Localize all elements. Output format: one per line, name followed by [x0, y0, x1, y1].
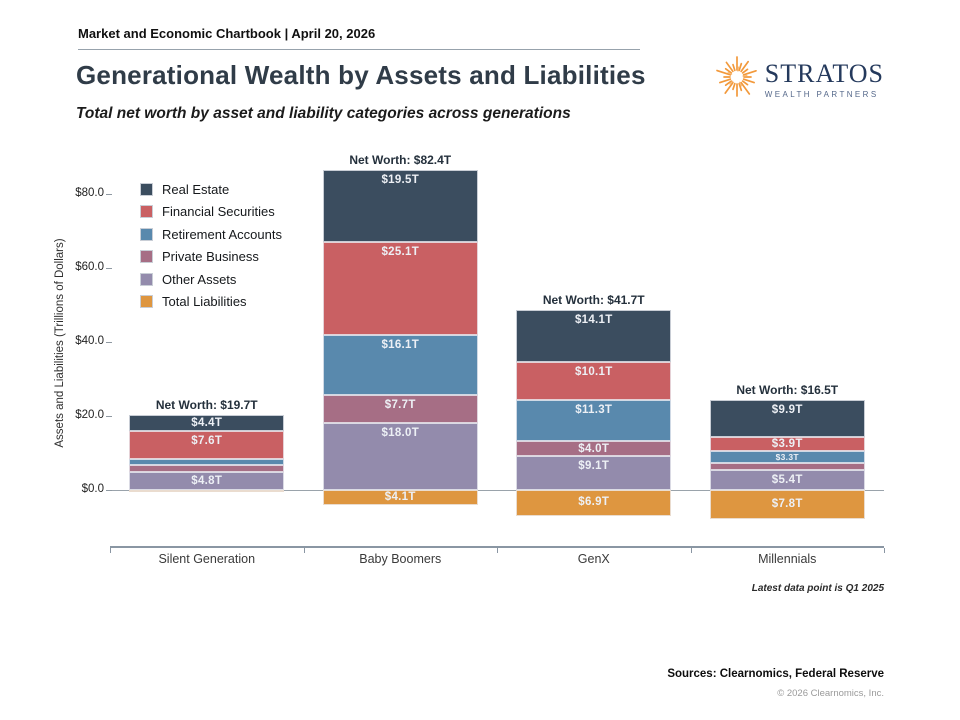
- bar-millennials: [710, 400, 865, 490]
- page-title: Generational Wealth by Assets and Liabilities: [76, 60, 646, 90]
- bar-segment-value: $19.5T: [381, 174, 420, 187]
- bar-segment-real-estate: [710, 400, 865, 437]
- logo-company-name: STRATOS: [764, 58, 884, 88]
- bar-segment-value: $4.0T: [578, 442, 610, 455]
- bar-baby-boomers: [323, 170, 478, 490]
- legend-label: Financial Securities: [162, 204, 275, 220]
- net-worth-label-silent-generation: Net Worth: $19.7T: [155, 397, 258, 412]
- y-tick-mark: [106, 268, 112, 269]
- y-tick-label: $20.0: [75, 409, 104, 421]
- bar-silent-generation: [129, 415, 284, 490]
- bar-segment-value: $7.7T: [384, 398, 416, 411]
- bar-segment-value: $10.1T: [574, 366, 613, 379]
- y-tick-mark: [106, 194, 112, 195]
- legend-label: Total Liabilities: [162, 294, 247, 310]
- x-category-label-genx: GenX: [577, 552, 610, 566]
- page-subtitle: Total net worth by asset and liability categories across generations: [76, 105, 571, 122]
- legend-swatch-financial-securities: [140, 205, 153, 218]
- bar-segment-retirement-accounts: [323, 335, 478, 395]
- bar-segment-value: $14.1T: [574, 314, 613, 327]
- y-tick-mark: [106, 342, 112, 343]
- chart-legend: [140, 178, 282, 313]
- bar-segment-private-business: [516, 441, 671, 456]
- latest-data-note: Latest data point is Q1 2025: [751, 583, 884, 594]
- copyright-note: © 2026 Clearnomics, Inc.: [777, 688, 884, 699]
- sources-note: Sources: Clearnomics, Federal Reserve: [667, 668, 884, 680]
- bar-segment-value: $3.3T: [775, 451, 799, 462]
- x-category-label-millennials: Millennials: [758, 552, 817, 566]
- legend-item-financial-securities: [140, 201, 282, 224]
- legend-item-retirement-accounts: [140, 223, 282, 246]
- bar-segment-financial-securities: [710, 437, 865, 451]
- legend-swatch-total-liabilities: [140, 295, 153, 308]
- chartbook-header: Market and Economic Chartbook | April 20, 2026: [78, 26, 376, 41]
- y-tick-mark: [106, 416, 112, 417]
- bar-segment-total-liabilities: [323, 490, 478, 505]
- bar-segment-value: $11.3T: [575, 403, 613, 416]
- bar-segment-value: $3.9T: [771, 437, 803, 450]
- legend-swatch-retirement-accounts: [140, 228, 153, 241]
- legend-swatch-private-business: [140, 250, 153, 263]
- y-tick-label: $60.0: [75, 261, 104, 273]
- y-axis-title: Assets and Liabilities (Trillions of Dollars): [54, 238, 66, 448]
- bar-genx: [516, 310, 671, 490]
- bar-segment-real-estate: [323, 170, 478, 242]
- legend-label: Private Business: [162, 249, 259, 265]
- x-category-label-silent-generation: Silent Generation: [158, 552, 256, 566]
- net-worth-label-millennials: Net Worth: $16.5T: [736, 383, 839, 398]
- bar-segment-private-business: [129, 465, 284, 472]
- bar-segment-real-estate: [129, 415, 284, 431]
- bar-segment-real-estate: [516, 310, 671, 362]
- bar-segment-total-liabilities: [516, 490, 671, 516]
- bar-segment-private-business: [323, 395, 478, 423]
- bar-segment-private-business: [710, 463, 865, 470]
- bar-segment-value: $4.8T: [191, 474, 223, 487]
- legend-swatch-other-assets: [140, 273, 153, 286]
- bar-segment-value: $25.1T: [381, 246, 420, 259]
- legend-swatch-real-estate: [140, 183, 153, 196]
- bar-segment-value: $9.1T: [578, 460, 610, 473]
- legend-item-other-assets: [140, 268, 282, 291]
- bar-segment-value: $9.9T: [771, 404, 803, 417]
- bar-segment-total-liabilities: [710, 490, 865, 519]
- net-worth-label-genx: Net Worth: $41.7T: [542, 293, 645, 308]
- legend-label: Retirement Accounts: [162, 226, 282, 242]
- bar-segment-value: $5.4T: [771, 473, 803, 486]
- bar-segment-value: $18.0T: [381, 427, 420, 440]
- bar-segment-other-assets: [516, 456, 671, 490]
- y-tick-mark: [106, 490, 112, 491]
- bar-segment-value: $7.6T: [191, 435, 223, 448]
- legend-item-private-business: [140, 246, 282, 269]
- net-worth-label-baby-boomers: Net Worth: $82.4T: [349, 153, 452, 168]
- bar-segment-value: $6.9T: [578, 496, 610, 509]
- bar-segment-value: $7.8T: [771, 498, 803, 511]
- bar-segment-other-assets: [129, 472, 284, 490]
- legend-item-real-estate: [140, 178, 282, 201]
- x-axis-tick: [884, 548, 885, 553]
- bar-segment-value: $4.4T: [191, 416, 223, 429]
- bar-segment-total-liabilities: [129, 490, 284, 492]
- bar-segment-other-assets: [710, 470, 865, 490]
- y-tick-label: $80.0: [75, 187, 104, 199]
- bar-segment-value: $4.1T: [384, 491, 416, 504]
- x-category-label-baby-boomers: Baby Boomers: [359, 552, 442, 566]
- legend-label: Real Estate: [162, 181, 230, 197]
- y-tick-label: $0.0: [81, 483, 104, 495]
- bar-segment-financial-securities: [129, 431, 284, 459]
- bar-segment-retirement-accounts: [710, 451, 865, 463]
- legend-label: Other Assets: [162, 271, 237, 287]
- bar-segment-other-assets: [323, 423, 478, 490]
- logo-tagline: WEALTH PARTNERS: [764, 89, 879, 99]
- bar-segment-retirement-accounts: [516, 400, 671, 442]
- y-tick-label: $40.0: [75, 335, 104, 347]
- bar-segment-financial-securities: [516, 362, 671, 399]
- bar-segment-financial-securities: [323, 242, 478, 335]
- legend-item-total-liabilities: [140, 291, 282, 314]
- bar-segment-value: $16.1T: [381, 339, 420, 352]
